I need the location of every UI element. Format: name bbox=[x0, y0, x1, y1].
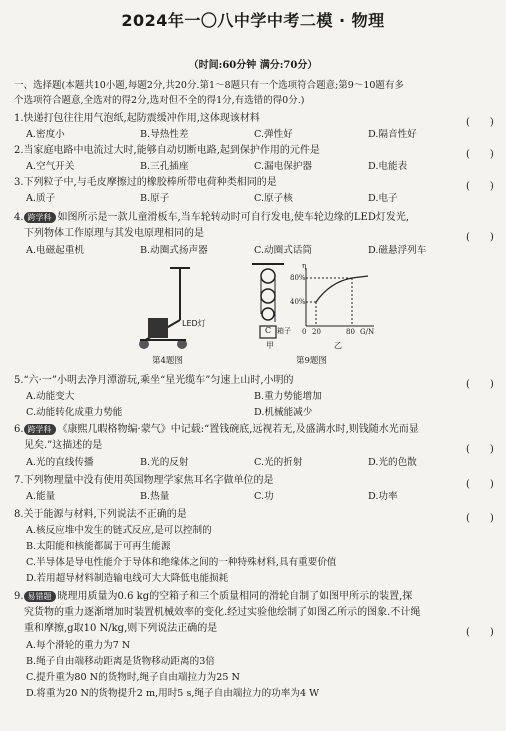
q7-option-b: B.热量 bbox=[140, 491, 170, 502]
q9-answer-blank: ( ) bbox=[466, 627, 494, 638]
q2-option-c: C.漏电保护器 bbox=[254, 161, 313, 172]
q5-option-c: C.动能转化成重力势能 bbox=[26, 407, 123, 418]
section-header-line2: 个选项符合题意,全选对的得2分,选对但不全的得1分,有选错的得0分.) bbox=[14, 95, 305, 106]
q1-option-b: B.导热性差 bbox=[140, 129, 189, 140]
q9-option-c: C.提升重为80 N的货物时,绳子自由端拉力为25 N bbox=[26, 672, 240, 683]
q4-option-b: B.动圈式扬声器 bbox=[140, 245, 208, 256]
q3-option-a: A.质子 bbox=[26, 193, 56, 204]
q6-badge: 跨学科 bbox=[24, 424, 56, 435]
q2-answer-blank: ( ) bbox=[466, 149, 494, 160]
q1-option-d: D.隔音性好 bbox=[368, 129, 417, 140]
q2-option-a: A.空气开关 bbox=[26, 161, 75, 172]
fig9-40pct: 40% bbox=[290, 298, 306, 306]
q6-option-b: B.光的反射 bbox=[140, 457, 189, 468]
q7-option-c: C.功 bbox=[254, 491, 274, 502]
q6-line1: 6. 跨学科 《康熙几暇格物编·蒙气》中记载:“置钱碗底,远视若无,及盛满水时,则钱随水光而显 bbox=[14, 424, 419, 435]
q2-stem: 2.当家庭电路中电流过大时,能够自动切断电路,起到保护作用的元件是 bbox=[14, 145, 320, 156]
fig9-80pct: 80% bbox=[290, 274, 306, 282]
q6-text1: 《康熙几暇格物编·蒙气》中记载:“置钱碗底,远视若无,及盛满水时,则钱随水光而显 bbox=[57, 424, 419, 435]
q9-option-d: D.将重为20 N的货物提升2 m,用时5 s,绳子自由端拉力的功率为4 W bbox=[26, 688, 319, 699]
q8-option-b: B.太阳能和核能都属于可再生能源 bbox=[26, 541, 171, 552]
q2-option-b: B.三孔插座 bbox=[140, 161, 189, 172]
q9-option-a: A.每个滑轮的重力为7 N bbox=[26, 640, 131, 651]
q5-answer-blank: ( ) bbox=[466, 379, 494, 390]
q2-option-d: D.电能表 bbox=[368, 161, 408, 172]
q4-text1: 如图所示是一款儿童滑板车,当车轮转动时可自行发电,使车轮边缘的LED灯发光, bbox=[57, 212, 410, 223]
fig9-caption: 第9题图 bbox=[296, 356, 327, 366]
fig9-x20: 20 bbox=[312, 328, 321, 336]
q3-option-b: B.原子 bbox=[140, 193, 170, 204]
q6-answer-blank: ( ) bbox=[466, 444, 494, 455]
q7-stem: 7.下列物理量中没有使用英国物理学家焦耳名字做单位的是 bbox=[14, 475, 274, 486]
q9-line2: 究货物的重力逐渐增加时装置机械效率的变化.经过实验他绘制了如图乙所示的图象.不计绳 bbox=[24, 607, 421, 618]
q8-stem: 8.关于能源与材料,下列说法不正确的是 bbox=[14, 509, 187, 520]
section-header-line1: 一、选择题(本题共10小题,每题2分,共20分.第1～8题只有一个选项符合题意;第9～10题有多 bbox=[14, 80, 404, 91]
q6-option-a: A.光的直线传播 bbox=[26, 457, 94, 468]
q3-stem: 3.下列粒子中,与毛皮摩擦过的橡胶棒所带电荷种类相同的是 bbox=[14, 177, 277, 188]
fig9-origin: 0 bbox=[302, 328, 307, 336]
q7-answer-blank: ( ) bbox=[466, 479, 494, 490]
page-title: 2024年一〇八中学中考二模 · 物理 bbox=[121, 11, 385, 30]
fig9-c-label: C bbox=[265, 326, 272, 335]
q9-line1: 9. 易错题 晓理用质量为0.6 kg的空箱子和三个质量相同的滑轮自制了如图甲所示的装置,探 bbox=[14, 591, 413, 602]
q1-stem: 1.快递打包往往用气泡纸,起防震缓冲作用,这体现该材料 bbox=[14, 113, 260, 124]
q5-stem: 5.“六·一”小明去净月潭游玩,乘坐“星光缆车”匀速上山时,小明的 bbox=[14, 375, 294, 386]
page-subtitle: （时间:60分钟 满分:70分） bbox=[188, 60, 318, 71]
q7-option-a: A.能量 bbox=[26, 491, 56, 502]
q1-option-a: A.密度小 bbox=[26, 129, 65, 140]
q8-option-c: C.半导体是导电性能介于导体和绝缘体之间的一种特殊材料,具有重要价值 bbox=[26, 557, 337, 568]
scooter-figure bbox=[130, 262, 220, 352]
fig9-box-label: 箱子 bbox=[277, 327, 291, 335]
fig4-caption: 第4题图 bbox=[152, 356, 183, 366]
q8-answer-blank: ( ) bbox=[466, 513, 494, 524]
q6-option-d: D.光的色散 bbox=[368, 457, 417, 468]
q4-badge: 跨学科 bbox=[24, 212, 56, 223]
q3-answer-blank: ( ) bbox=[466, 181, 494, 192]
q9-line3: 重和摩擦,g取10 N/kg,则下列说法正确的是 bbox=[24, 623, 218, 634]
q4-line1: 4. 跨学科 如图所示是一款儿童滑板车,当车轮转动时可自行发电,使车轮边缘的LED灯发光, bbox=[14, 212, 410, 223]
fig4-led-label: LED灯 bbox=[182, 319, 206, 328]
q3-option-d: D.电子 bbox=[368, 193, 398, 204]
q5-option-a: A.动能变大 bbox=[26, 391, 75, 402]
q9-badge: 易错题 bbox=[24, 591, 56, 602]
q8-option-d: D.若用超导材料制造输电线可大大降低电能损耗 bbox=[26, 573, 229, 584]
q8-option-a: A.核反应堆中发生的链式反应,是可以控制的 bbox=[26, 525, 212, 536]
q4-line2: 下列物体工作原理与其发电原理相同的是 bbox=[24, 228, 204, 239]
q5-option-b: B.重力势能增加 bbox=[254, 391, 322, 402]
fig9-gn: G/N bbox=[360, 328, 375, 336]
q4-option-d: D.磁悬浮列车 bbox=[368, 245, 427, 256]
fig9-eta-label: η bbox=[302, 262, 307, 270]
q5-option-d: D.机械能减少 bbox=[254, 407, 313, 418]
q7-option-d: D.功率 bbox=[368, 491, 398, 502]
q1-answer-blank: ( ) bbox=[466, 117, 494, 128]
fig9-x80: 80 bbox=[346, 328, 355, 336]
q1-option-c: C.弹性好 bbox=[254, 129, 293, 140]
q4-option-c: C.动圈式话筒 bbox=[254, 245, 313, 256]
q9-text1: 晓理用质量为0.6 kg的空箱子和三个质量相同的滑轮自制了如图甲所示的装置,探 bbox=[57, 591, 413, 602]
fig9-jia-label: 甲 bbox=[266, 341, 274, 350]
q4-answer-blank: ( ) bbox=[466, 232, 494, 243]
q6-line2: 见矣.”这描述的是 bbox=[24, 440, 103, 451]
q3-option-c: C.原子核 bbox=[254, 193, 293, 204]
fig9-yi-label: 乙 bbox=[334, 341, 342, 350]
q4-option-a: A.电磁起重机 bbox=[26, 245, 84, 256]
q9-option-b: B.绳子自由端移动距离是货物移动距离的3倍 bbox=[26, 656, 215, 667]
q6-option-c: C.光的折射 bbox=[254, 457, 303, 468]
